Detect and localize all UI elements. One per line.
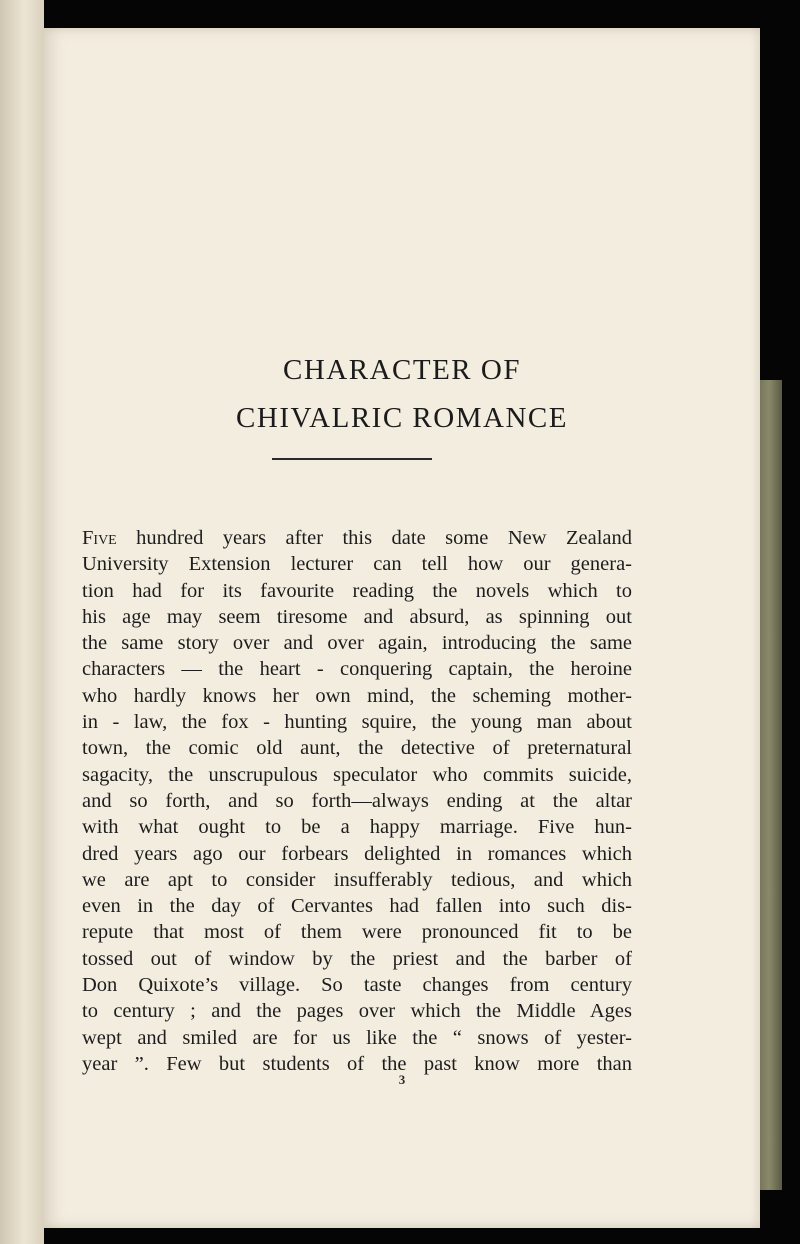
text-line: his age may seem tiresome and absurd, as spinning out <box>82 605 632 628</box>
text-line: wept and smiled are for us like the “ snows of yester- <box>82 1026 632 1049</box>
text-line: the same story over and over again, introducing the same <box>82 632 632 655</box>
chapter-title-line-1: CHARACTER OF <box>283 354 521 386</box>
chapter-title <box>44 346 760 442</box>
lead-word: Five <box>82 527 117 549</box>
book-page <box>44 28 760 1228</box>
text-line: who hardly knows her own mind, the scheming mother- <box>82 684 632 707</box>
text-line: even in the day of Cervantes had fallen into such dis- <box>82 895 632 918</box>
title-rule <box>272 458 432 460</box>
body-paragraph <box>82 525 632 1077</box>
text-line: tossed out of window by the priest and the barber of <box>82 947 632 970</box>
chapter-title-line-2: CHIVALRIC ROMANCE <box>236 402 568 434</box>
text-line: dred years ago our forbears delighted in romances which <box>82 842 632 865</box>
text-line: to century ; and the pages over which the Middle Ages <box>82 1000 632 1023</box>
text-line: tion had for its favourite reading the novels which to <box>82 579 632 602</box>
text-line: in - law, the fox - hunting squire, the young man about <box>82 711 632 734</box>
text-line <box>82 525 632 551</box>
first-line-text: hundred years after this date some New Zealand <box>116 527 632 549</box>
text-line: and so forth, and so forth—always ending at the altar <box>82 789 632 812</box>
text-line: Don Quixote’s village. So taste changes from century <box>82 974 632 997</box>
facing-page-edge <box>0 0 44 1244</box>
page-number: 3 <box>398 1072 406 1087</box>
text-line: sagacity, the unscrupulous speculator who commits suicide, <box>82 763 632 786</box>
text-line: University Extension lecturer can tell how our genera- <box>82 553 632 576</box>
text-line: town, the comic old aunt, the detective of preternatural <box>82 737 632 760</box>
text-line: characters — the heart - conquering captain, the heroine <box>82 658 632 681</box>
text-line: with what ought to be a happy marriage. Five hun- <box>82 816 632 839</box>
text-line: we are apt to consider insufferably tedious, and which <box>82 868 632 891</box>
text-line: year ”. Few but students of the past know more than <box>82 1052 632 1075</box>
text-line: repute that most of them were pronounced fit to be <box>82 921 632 944</box>
